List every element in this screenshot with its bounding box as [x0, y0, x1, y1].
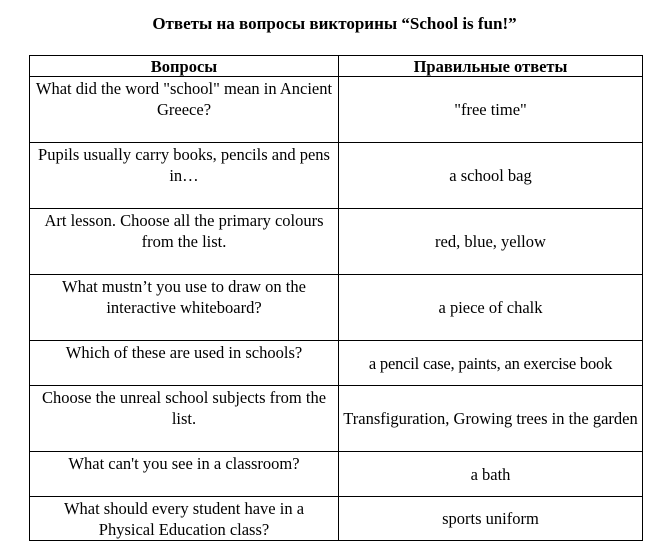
question-cell: Choose the unreal school subjects from the list.	[30, 386, 339, 452]
answer-cell: a school bag	[339, 143, 643, 209]
table-row	[30, 341, 643, 386]
question-cell: What did the word "school" mean in Ancient Greece?	[30, 77, 339, 143]
table-row	[30, 143, 643, 209]
table-row	[30, 497, 643, 541]
table-row	[30, 452, 643, 497]
table-header-row	[30, 56, 643, 77]
question-cell: What can't you see in a classroom?	[30, 452, 339, 497]
header-correct-answers: Правильные ответы	[339, 56, 643, 77]
answer-cell: Transfiguration, Growing trees in the garden	[339, 386, 643, 452]
answer-cell: sports uniform	[339, 497, 643, 541]
table-row	[30, 77, 643, 143]
document-title: Ответы на вопросы викторины “School is fun!”	[152, 14, 517, 33]
answer-cell: a bath	[339, 452, 643, 497]
header-questions: Вопросы	[30, 56, 339, 77]
answer-cell: "free time"	[339, 77, 643, 143]
question-cell: What should every student have in a Physical Education class?	[30, 497, 339, 541]
answer-cell: a piece of chalk	[339, 275, 643, 341]
table-row	[30, 386, 643, 452]
question-cell: Art lesson. Choose all the primary colours from the list.	[30, 209, 339, 275]
question-cell: Which of these are used in schools?	[30, 341, 339, 386]
quiz-answers-table	[29, 55, 643, 541]
answer-cell: red, blue, yellow	[339, 209, 643, 275]
table-row	[30, 275, 643, 341]
table-row	[30, 209, 643, 275]
question-cell: Pupils usually carry books, pencils and pens in…	[30, 143, 339, 209]
question-cell: What mustn’t you use to draw on the interactive whiteboard?	[30, 275, 339, 341]
answer-cell: a pencil case, paints, an exercise book	[339, 341, 643, 386]
